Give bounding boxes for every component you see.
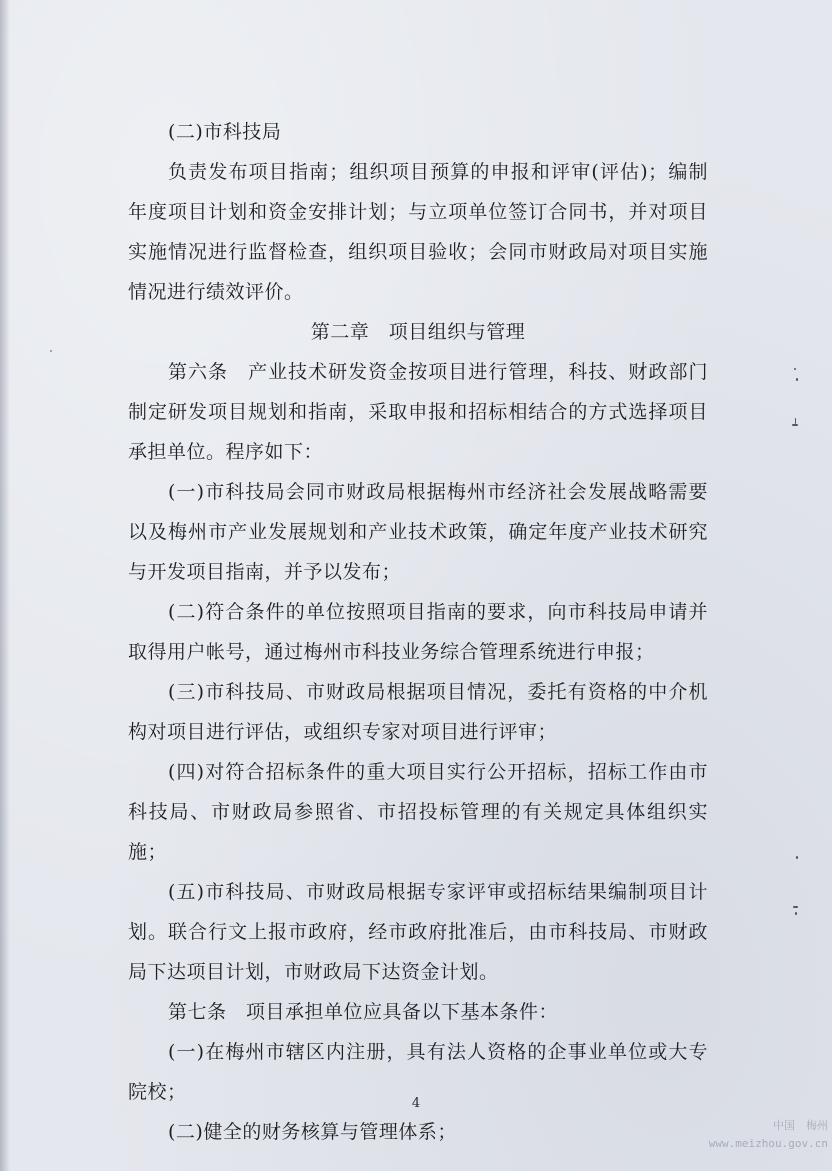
scan-speck [792,424,798,426]
section-label: (二)市科技局 [168,121,282,143]
list-item: (一)市科技局会同市财政局根据梅州市经济社会发展战略需要以及梅州市产业发展规划和产业技术政策，确定年度产业技术研究与开发项目指南，并予以发布； [128,481,708,583]
site-watermark [672,1117,828,1153]
list-item: (二)健全的财务核算与管理体系； [168,1121,457,1143]
scan-speck [794,368,796,370]
scan-speck [796,856,798,859]
page-number: 4 [411,1096,421,1111]
list-item: (二)符合条件的单位按照项目指南的要求，向市科技局申请并取得用户帐号，通过梅州市科技业务综合管理系统进行申报； [128,601,708,663]
list-item: (五)市科技局、市财政局根据专家评审或招标结果编制项目计划。联合行文上报市政府，经市政府批准后，由市科技局、市财政局下达项目计划，市财政局下达资金计划。 [128,881,708,983]
scan-edge-shadow [0,0,10,1171]
scan-speck [796,378,798,381]
body-paragraph: 负责发布项目指南；组织项目预算的申报和评审(评估)；编制年度项目计划和资金安排计划；与立项单位签订合同书，并对项目实施情况进行监督检查，组织项目验收；会同市财政局对项目实施情况进行绩效评价。 [128,161,708,303]
article-paragraph: 第七条 项目承担单位应具备以下基本条件： [168,1001,559,1023]
watermark-line-1: 中国 梅州 [773,1119,828,1132]
scan-speck [50,350,52,352]
scan-speck [795,912,797,915]
watermark-line-2: www.meizhou.gov.cn [708,1137,828,1150]
list-item: (一)在梅州市辖区内注册，具有法人资格的企事业单位或大专院校； [128,1041,708,1103]
scan-speck [795,418,796,424]
document-body [128,112,708,1152]
article-paragraph: 第六条 产业技术研发资金按项目进行管理，科技、财政部门制定研发项目规划和指南，采取申报和招标相结合的方式选择项目承担单位。程序如下： [128,361,708,463]
list-item: (三)市科技局、市财政局根据项目情况，委托有资格的中介机构对项目进行评估，或组织专家对项目进行评审； [128,681,708,743]
list-item: (四)对符合招标条件的重大项目实行公开招标，招标工作由市科技局、市财政局参照省、市招投标管理的有关规定具体组织实施； [128,761,708,863]
chapter-heading: 第二章 项目组织与管理 [310,321,526,343]
scan-speck [793,906,798,908]
